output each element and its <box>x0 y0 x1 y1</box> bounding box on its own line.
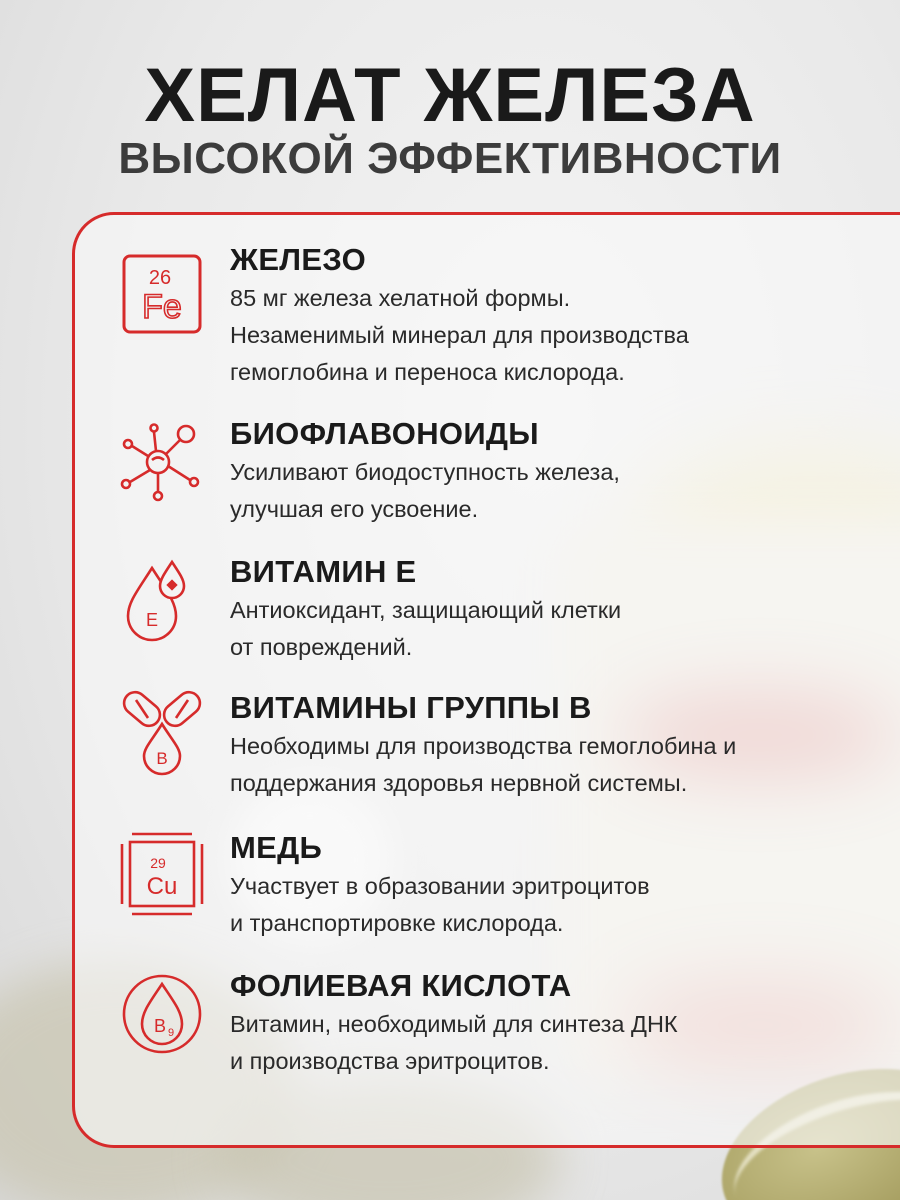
item-description: Усиливают биодоступность железа, улучшая его усвоение. <box>230 459 620 522</box>
item-heading: БИОФЛАВОНОИДЫ <box>230 416 539 451</box>
item-heading: ВИТАМИНЫ ГРУППЫ В <box>230 690 592 725</box>
molecule-icon <box>118 420 206 508</box>
page-subtitle: ВЫСОКОЙ ЭФФЕКТИВНОСТИ <box>118 134 782 183</box>
vitamin-e-letter: E <box>145 610 159 630</box>
copper-atomic-number: 29 <box>150 855 166 871</box>
item-description: Необходимы для производства гемоглобина и поддержания здоровья нервной системы. <box>230 733 737 796</box>
item-description: Участвует в образовании эритроцитов и транспортировке кислорода. <box>230 873 650 936</box>
vitamin-b9-drop-icon <box>118 970 206 1058</box>
vitamin-b9-subscript: 9 <box>167 1027 175 1039</box>
vitamin-b-letter: B <box>156 749 168 768</box>
copper-element-icon <box>118 830 206 918</box>
item-description: Антиоксидант, защищающий клетки от повреждений. <box>230 597 622 660</box>
item-heading: МЕДЬ <box>230 830 323 865</box>
item-heading: ЖЕЛЕЗО <box>230 242 367 277</box>
item-heading: ВИТАМИН Е <box>230 554 417 589</box>
vitamin-b9-letter: B <box>153 1016 167 1036</box>
iron-symbol: Fe <box>142 288 182 326</box>
capsule-vitamin-b-icon <box>118 688 206 776</box>
item-description: Витамин, необходимый для синтеза ДНК и производства эритроцитов. <box>230 1011 678 1074</box>
copper-symbol: Cu <box>146 873 178 900</box>
item-heading: ФОЛИЕВАЯ КИСЛОТА <box>230 968 572 1003</box>
iron-element-icon <box>118 250 206 338</box>
vitamin-e-drop-icon <box>118 556 206 644</box>
item-description: 85 мг железа хелатной формы. Незаменимый минерал для производства гемоглобина и переноса кислорода. <box>230 285 689 385</box>
iron-atomic-number: 26 <box>148 267 172 289</box>
page-title: ХЕЛАТ ЖЕЛЕЗА <box>144 53 756 138</box>
